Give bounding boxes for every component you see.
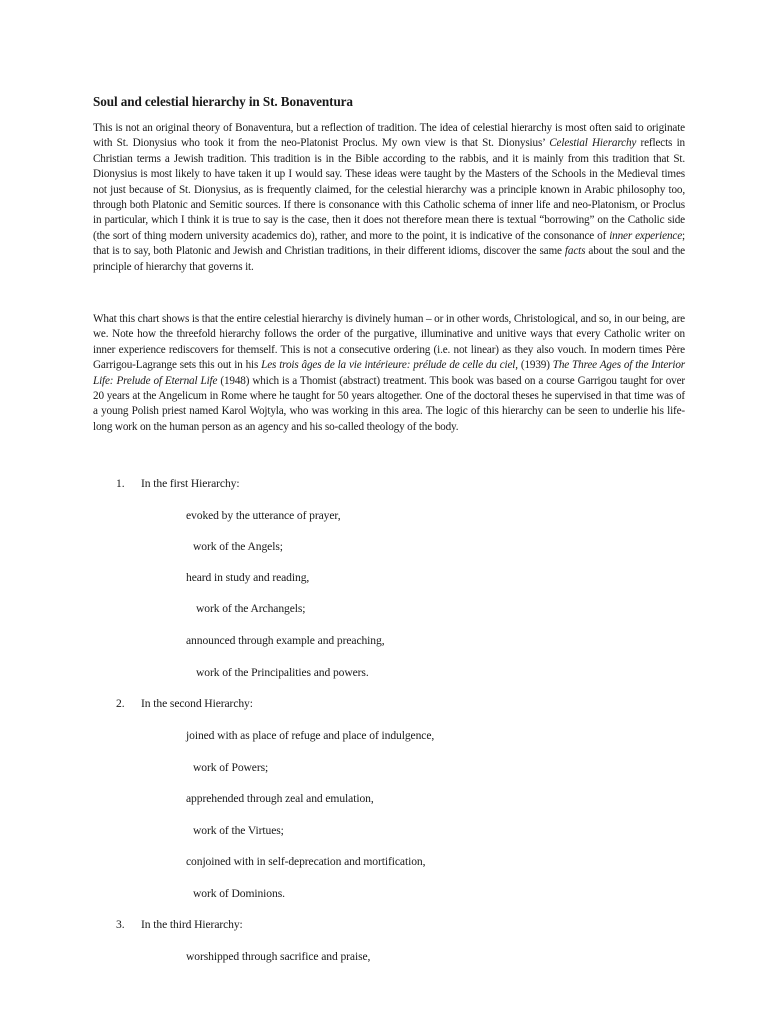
hierarchy-line: worshipped through sacrifice and praise, — [186, 950, 371, 963]
hierarchy-heading: In the first Hierarchy: — [141, 477, 240, 490]
text-run: reflects in Christian terms a Jewish tradition. This tradition is in the Bible according to the rabbis, and it is mainly from this tradition that St. Dionysius is most likely to have taken it up I would say. These ideas were taught by the Masters of the Schools in the Medieval times not just because of St. Dionysius, as is frequently claimed, for the celestial hierarchy was a principle known in Arabic philosophy too, through both Platonic and Semitic sources. If there is consonance with this Catholic schema of inner life and neo-Platonism, or Proclus in particular, which I think it is true to say is the case, then it does not therefore mean there is textual “borrowing” on the Catholic side (the sort of thing modern university academics do), rather, and more to the point, it is indicative of the consonance of — [93, 137, 685, 242]
text-run: What this chart shows is that the entire celestial hierarchy is divinely human – or in other words, Christological, and so, in our being, are we. Note how the threefold hierarchy follows the order of the purgative, illuminative and unitive ways that every Catholic writer on inner experience rediscovers for themself. This is not a consecutive ordering (i.e. not linear) as they also vouch. In modern times Père Garrigou-Lagrange sets this out in his — [93, 313, 685, 372]
hierarchy-line: work of Powers; — [193, 761, 269, 774]
hierarchy-line: work of the Angels; — [193, 540, 283, 553]
document-title: Soul and celestial hierarchy in St. Bonaventura — [93, 94, 353, 109]
hierarchy-line: work of the Archangels; — [196, 602, 306, 615]
paragraph-intro — [93, 121, 685, 275]
italic-run: The Three Ages of the Interior Life: Prelude of Eternal Life — [93, 359, 685, 387]
italic-run: facts — [564, 245, 586, 258]
hierarchy-heading: In the second Hierarchy: — [141, 697, 253, 710]
hierarchy-line: work of Dominions. — [193, 887, 285, 900]
text-run: This is not an original theory of Bonaventura, but a reflection of tradition. The idea of celestial hierarchy is most often said to originate with St. Dionysius who took it from the neo-Platonist Proclus. My own view is that St. Dionysius’ — [93, 122, 685, 150]
hierarchy-line: joined with as place of refuge and place of indulgence, — [186, 729, 435, 742]
text-run: about the soul and the principle of hierarchy that governs it. — [93, 245, 685, 273]
list-number: 3. — [116, 918, 125, 931]
text-run: ; that is to say, both Platonic and Jewish and Christian traditions, in their different idioms, discover the same — [93, 229, 685, 258]
text-run: , (1939) — [515, 359, 553, 372]
italic-run: Celestial Hierarchy — [549, 137, 637, 150]
hierarchy-line: announced through example and preaching, — [186, 634, 385, 647]
hierarchy-line: heard in study and reading, — [186, 571, 310, 584]
hierarchy-line: apprehended through zeal and emulation, — [186, 792, 374, 805]
paragraph-chart-explanation — [93, 312, 685, 435]
hierarchy-heading: In the third Hierarchy: — [141, 918, 243, 931]
hierarchy-line: evoked by the utterance of prayer, — [186, 509, 341, 522]
list-number: 1. — [116, 477, 125, 490]
hierarchy-line: conjoined with in self-deprecation and mortification, — [186, 855, 426, 868]
text-run: (1948) which is a Thomist (abstract) treatment. This book was based on a course Garrigou taught for over 20 years at the Angelicum in Rome where he taught for 50 years altogether. One of the doctoral theses he supervised in that time was of a young Polish priest named Karol Wojtyla, who was working in this area. The logic of this hierarchy can be seen to underlie his life-long work on the human person as an agency and his so-called theology of the body. — [93, 374, 685, 433]
hierarchy-line: work of the Principalities and powers. — [196, 666, 369, 679]
list-number: 2. — [116, 697, 125, 710]
italic-run: Les trois âges de la vie intérieure: prélude de celle du ciel — [261, 359, 516, 372]
italic-run: inner experience — [609, 229, 683, 242]
hierarchy-line: work of the Virtues; — [193, 824, 284, 837]
